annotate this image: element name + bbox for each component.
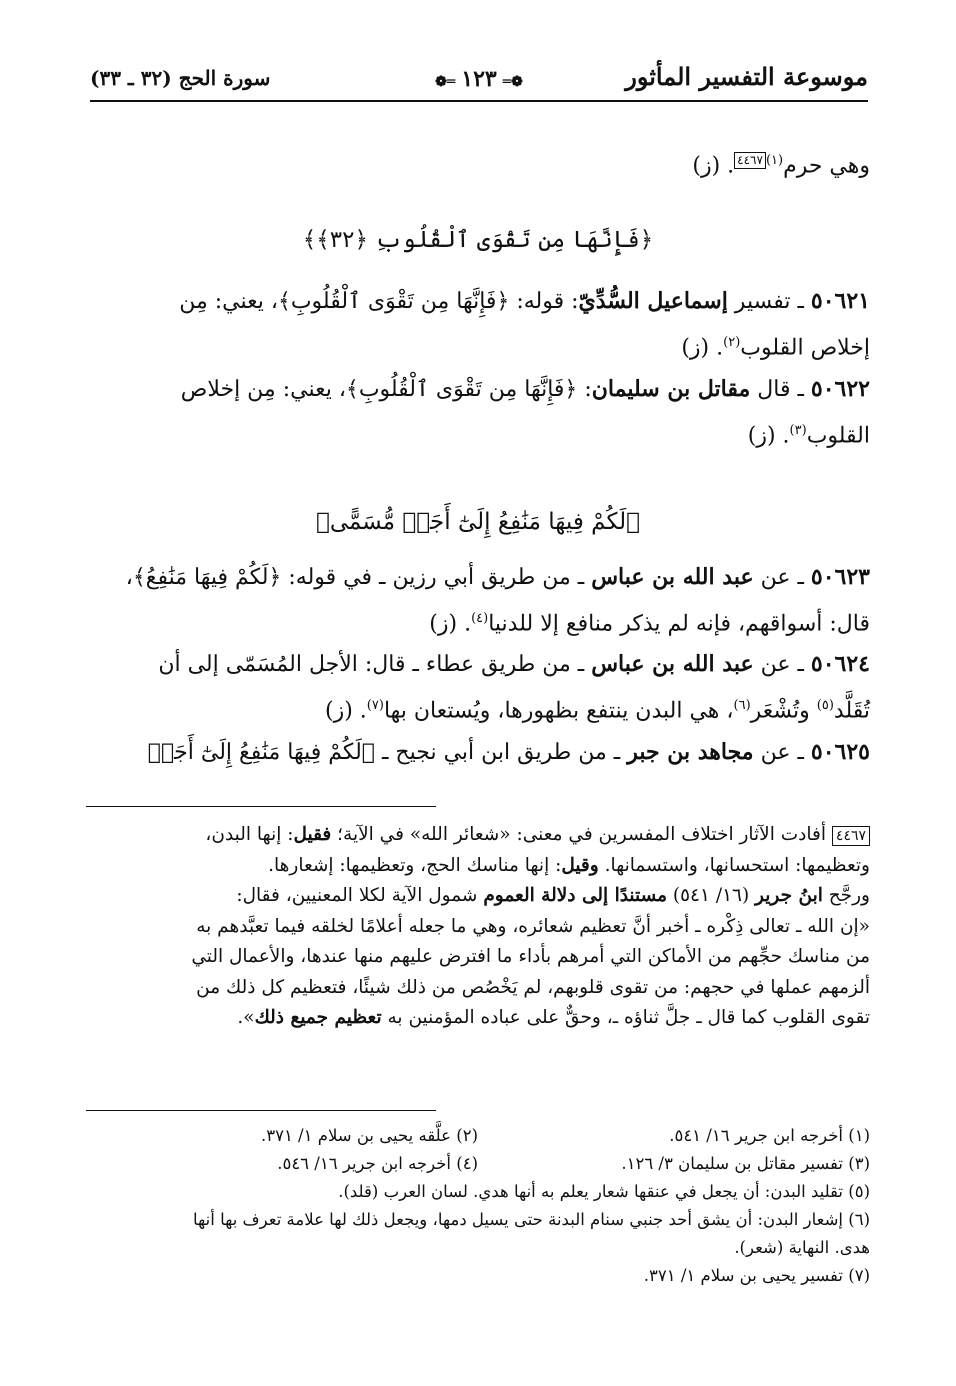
text: تعظيم جميع ذلك (254, 1007, 382, 1028)
text: ـ تفسير (727, 289, 811, 315)
narration-entry (86, 369, 870, 410)
footnote: (١) أخرجه ابن جرير ١٦/ ٥٤١. (669, 1126, 870, 1145)
narrator-name: مقاتل بن سليمان (591, 375, 751, 402)
page-number-wrap (429, 66, 529, 92)
text-line (86, 410, 870, 456)
text: ، هي البدن ينتفع بظهورها، ويُستعان بها (383, 698, 734, 724)
comment-tag: ٤٤٦٧ (734, 152, 766, 169)
footnote-separator (86, 1110, 436, 1111)
text: ». (237, 1007, 255, 1028)
text: فقيل (293, 824, 332, 845)
page-header (90, 58, 868, 102)
text: ـ عن (753, 652, 811, 678)
text: ـ من طريق عطاء ـ قال: الأجل المُسَمّى إلى أن (158, 652, 592, 678)
text-line (86, 598, 870, 644)
footnote-ref: (٤) (471, 610, 489, 626)
narration-entry (86, 732, 870, 773)
note-line (86, 881, 870, 912)
narration-entry (86, 644, 870, 685)
ornament-icon: ═❁ (435, 74, 456, 90)
footnote-ref: (٥) (816, 698, 834, 714)
footnote: (٢) علَّقه يحيى بن سلام ١/ ٣٧١. (260, 1126, 478, 1145)
commentary-note (86, 820, 870, 1034)
entry-number: ٥٠٦٢٤ (810, 651, 870, 678)
book-title: موسوعة التفسير المأثور (625, 62, 868, 91)
text: القلوب (806, 422, 870, 448)
narrator-name: عبد الله بن عباس (591, 651, 754, 678)
page-number: ١٢٣ (461, 66, 497, 92)
ornament-icon: ❁═ (502, 74, 523, 90)
narrator-name: إسماعيل السُّدِّيّ (578, 288, 728, 315)
footnote-ref: (٣) (789, 422, 807, 438)
footnote: (٦) إشعار البدن: أن يشق أحد جنبي سنام البدنة حتى يسيل دمها، ويجعل ذلك لها علامة تعرف بها أنها (193, 1210, 870, 1229)
text-line (86, 685, 870, 731)
footnote-ref: (٢) (723, 335, 741, 351)
footnote-row (86, 1150, 870, 1178)
note-line: من مناسك حجِّهم من الأماكن التي أمرهم بأداء ما افترض عليهم منها عندها، والأعمال التي (191, 946, 870, 967)
footnote-row (86, 1122, 870, 1150)
footnote-ref: (١) (765, 153, 784, 168)
note-line (86, 820, 870, 851)
text: : إنها البدن، (205, 824, 294, 845)
text: : إنها مناسك الحج، وتعظيمها: إشعارها. (268, 854, 562, 876)
text: ورجَّح (822, 885, 870, 906)
text-line (86, 322, 870, 368)
spacer (86, 543, 870, 557)
text: ـ قال (750, 376, 811, 402)
text: تقوى القلوب كما قال ـ جلَّ ثناؤه ـ، وحقٌّ على عباده المؤمنين به (381, 1007, 870, 1028)
text: . (ز) (429, 611, 472, 637)
text: (١٦/ ٥٤١) (667, 885, 756, 906)
text: . (ز) (692, 153, 735, 179)
entry-number: ٥٠٦٢٢ (810, 375, 870, 402)
text: أفادت الآثار اختلاف المفسرين في معنى: «شعائر الله» في الآية؛ (331, 824, 832, 845)
text: شمول الآية لكلا المعنيين، فقال: (236, 885, 484, 906)
text: . (ز) (747, 422, 790, 448)
footnote: (٧) تفسير يحيى بن سلام ١/ ٣٧١. (643, 1266, 870, 1285)
main-text (86, 140, 870, 773)
text: قال: أسواقهم، فإنه لم يذكر منافع إلا للدنيا (488, 611, 870, 637)
text: ـ من طريق أبي رزين ـ في قوله: ﴿لَكُمْ فِيهَا مَنَٰفِعُ﴾، (125, 564, 592, 590)
text-line (86, 140, 870, 186)
comment-tag: ٤٤٦٧ (832, 826, 870, 846)
note-line: «إن الله ـ تعالى ذِكْره ـ أخبر أنَّ تعظيم شعائره، وهي ما جعله أعلامًا لخلقه فيما تعبَّدهم به (196, 915, 870, 937)
text: : قوله: ﴿فَإِنَّهَا مِن تَقْوَى ٱلْقُلُوبِ﴾، يعني: مِن (179, 289, 579, 315)
note-line (86, 1003, 870, 1034)
footnote: (٣) تفسير مقاتل بن سليمان ٣/ ١٢٦. (621, 1154, 870, 1173)
spacer (86, 186, 870, 220)
text: ـ من طريق ابن أبي نجيح ـ ﴿لَكُمْ فِيهَا مَنَٰفِعُ إِلَىٰٓ أَجَلٖ (147, 739, 628, 765)
text: ـ عن (753, 564, 811, 590)
text: : ﴿فَإِنَّهَا مِن تَقْوَى ٱلْقُلُوبِ﴾، يعني: مِن إخلاص (180, 376, 592, 402)
narration-entry (86, 557, 870, 598)
text: إخلاص القلوب (740, 335, 870, 361)
header-rule (90, 100, 868, 102)
footnotes (86, 1122, 870, 1290)
note-line (86, 851, 870, 882)
entry-number: ٥٠٦٢١ (810, 288, 870, 315)
text: وتُشْعَر (750, 698, 817, 724)
text: ـ عن (753, 739, 811, 765)
narrator-name: عبد الله بن عباس (591, 563, 754, 590)
text: وتعظيمها: استحسانها، واستسمانها. (598, 854, 870, 876)
text: تُقَلَّد (833, 698, 870, 724)
spacer (86, 261, 870, 281)
note-separator (86, 806, 436, 807)
text: . (ز) (325, 698, 367, 724)
text: ابنُ جرير (755, 885, 823, 906)
text: . (ز) (681, 335, 724, 361)
note-line: ألزمهم عملها في حجهم: من تقوى قلوبهم، لم يَخْصُص من ذلك شيئًا، فتعظيم كل ذلك من (196, 976, 870, 998)
footnote: هدى. النهاية (شعر). (734, 1238, 870, 1257)
text: وقيل (561, 854, 599, 876)
footnote: (٥) تقليد البدن: أن يجعل في عنقها شعار يعلم به أنها هدي. لسان العرب (قلد). (338, 1182, 870, 1201)
verse-heading: ﴿لَكُمْ فِيهَا مَنَٰفِعُ إِلَىٰٓ أَجَلٖ مُّسَمًّى﴾ (316, 508, 640, 535)
surah-title: سورة الحج (٣٢ ـ ٣٣) (90, 66, 271, 90)
narrator-name: مجاهد بن جبر (627, 738, 754, 765)
text: مستندًا إلى دلالة العموم (483, 885, 668, 906)
footnote-ref: (٧) (366, 698, 384, 714)
entry-number: ٥٠٦٢٥ (810, 738, 870, 765)
footnote: (٤) أخرجه ابن جرير ١٦/ ٥٤٦. (277, 1154, 478, 1173)
text: وهي حرم (783, 153, 870, 179)
spacer (86, 456, 870, 502)
verse-heading: ﴿فَإِنَّهَا مِن تَقْوَى ٱلْقُلُوبِ ﴿٣٢﴾﴾ (302, 227, 654, 254)
narration-entry (86, 281, 870, 322)
entry-number: ٥٠٦٢٣ (810, 563, 870, 590)
footnote-ref: (٦) (733, 698, 751, 714)
